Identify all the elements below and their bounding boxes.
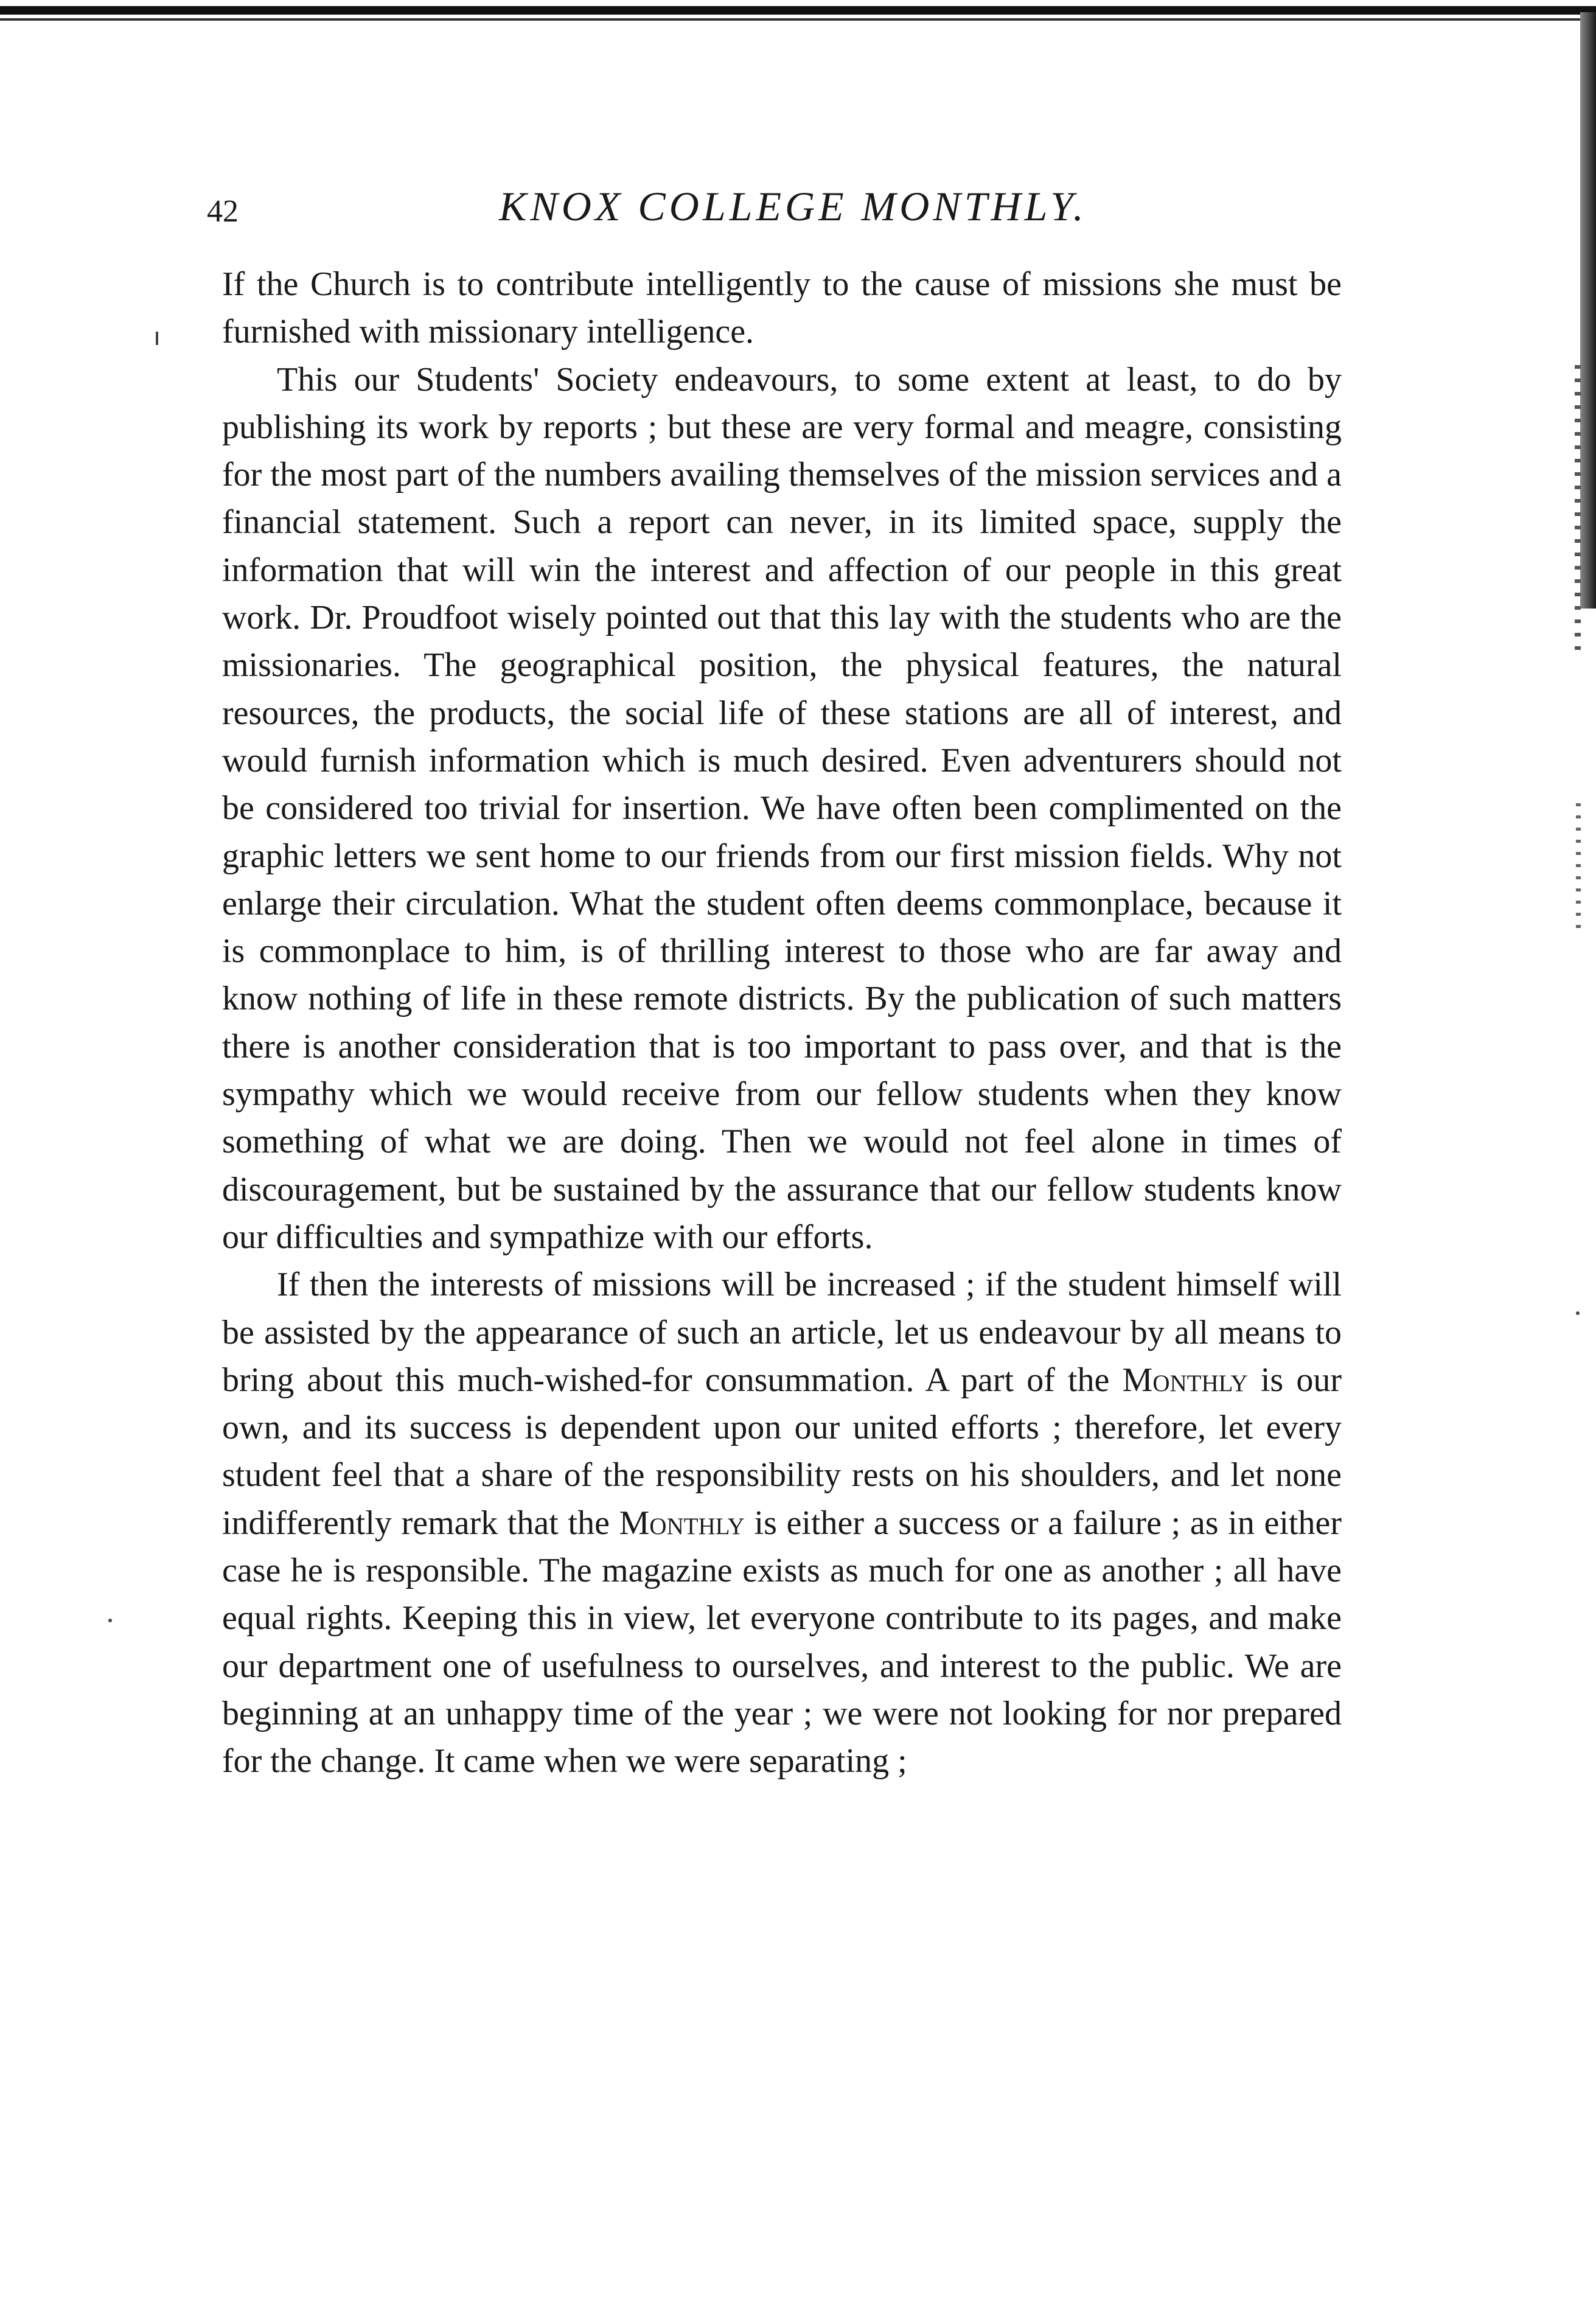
top-border-rule — [0, 6, 1596, 15]
article-body — [222, 260, 1342, 1785]
paragraph-text: is our own, and its success is dependent upon our united efforts ; therefore, let every student feel that a share of the responsibility rests on his shoulders, and let none indifferently remark that the — [222, 1361, 1342, 1542]
paragraph — [222, 1261, 1342, 1785]
margin-dot — [1576, 1311, 1580, 1315]
top-border-thin-rule — [0, 18, 1596, 21]
magazine-name: Monthly — [1122, 1361, 1248, 1399]
paragraph — [222, 260, 1342, 356]
margin-dot — [108, 1619, 112, 1622]
page-edge-shadow — [1580, 12, 1596, 609]
margin-mark — [156, 332, 158, 345]
margin-scan-artifact — [1576, 803, 1581, 937]
magazine-name: Monthly — [619, 1504, 745, 1542]
paragraph-text: If the Church is to contribute intelligently to the cause of missions she must be furnished with missionary intelligence. — [222, 265, 1342, 351]
paragraph-text: is either a success or a failure ; as in either case he is responsible. The magazine exists as much for one as another ; all have equal rights. Keeping this in view, let everyone contribute to its pages, and make our department one of usefulness to ourselves, and interest to the public. We are beginning at an unhappy time of the year ; we were not looking for nor prepared for the change. It came when we were separating ; — [222, 1504, 1342, 1781]
margin-scan-artifact — [1575, 365, 1581, 651]
paragraph-text: This our Students' Society endeavours, to some extent at least, to do by publishing its work by reports ; but these are very formal and meagre, consisting for the most part of the numbers availing themselves of the mission services and a financial statement. Such a report can never, in its limited space, supply the information that will win the interest and affection of our people in this great work. Dr. Proudfoot wisely pointed out that this lay with the students who are the missionaries. The geographical position, the physical features, the natural resources, the products, the social life of these stations are all of interest, and would furnish information which is much desired. Even adventurers should not be considered too trivial for insertion. We have often been complimented on the graphic letters we sent home to our friends from our first mission fields. Why not enlarge their circulation. What the student often deems commonplace, because it is commonplace to him, is of thrilling interest to those who are far away and know nothing of life in these remote districts. By the publication of such matters there is another consideration that is too important to pass over, and that is the sympathy which we would receive from our fellow students when they know something of what we are doing. Then we would not feel alone in times of discouragement, but be sustained by the assurance that our fellow students know our difficulties and sympathize with our efforts. — [222, 360, 1342, 1256]
paragraph — [222, 356, 1342, 1261]
running-head: KNOX COLLEGE MONTHLY. — [499, 183, 1087, 229]
paragraph-text: If then the interests of missions will be increased ; if the student himself will be assisted by the appearance of such an article, let us endeavour by all means to bring about this much-wished-for consummation. A part of the — [222, 1266, 1342, 1399]
page-number: 42 — [207, 194, 239, 229]
